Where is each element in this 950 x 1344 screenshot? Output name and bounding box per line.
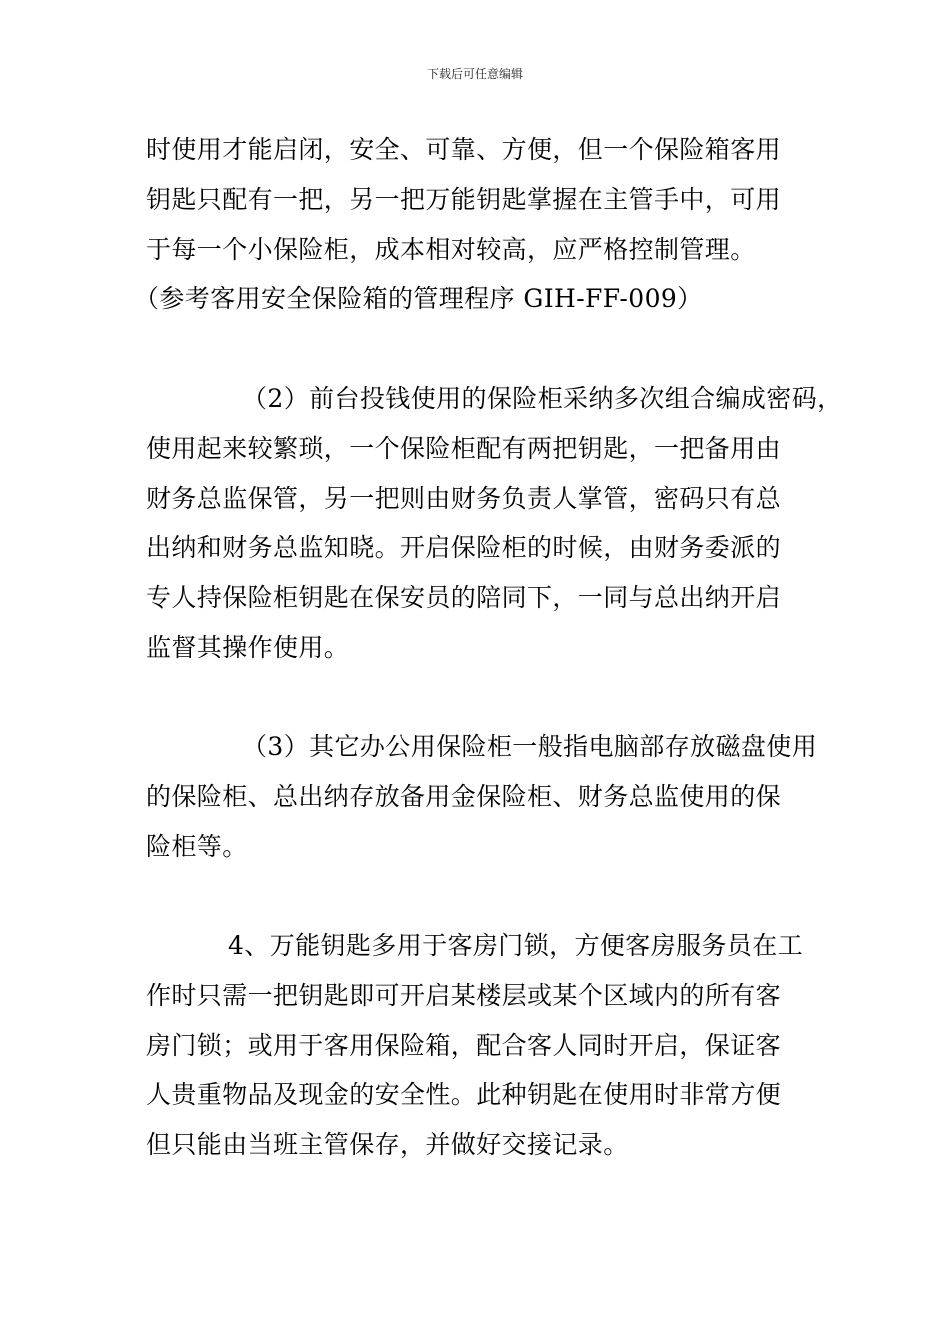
paragraph-line: 险柜等。 [146,831,248,861]
paragraph-line: 但只能由当班主管保存，并做好交接记录。 [146,1130,629,1160]
paragraph-line: 财务总监保管，另一把则由财务负责人掌管，密码只有总 [146,483,782,513]
paragraph-line: 钥匙只配有一把，另一把万能钥匙掌握在主管手中，可用 [146,184,782,214]
paragraph-line: 于每一个小保险柜，成本相对较高，应严格控制管理。 [146,234,756,264]
paragraph-line: 人贵重物品及现金的安全性。此种钥匙在使用时非常方便 [146,1080,782,1110]
paragraph-line: 4、万能钥匙多用于客房门锁，方便客房服务员在工 [228,931,804,960]
paragraph-4 [146,921,826,1170]
paragraph-line: 时使用才能启闭，安全、可靠、方便，但一个保险箱客用 [146,135,782,164]
page-header: 下载后可任意编辑 [426,67,523,81]
paragraph-line: 作时只需一把钥匙即可开启某楼层或某个区域内的所有客 [146,980,782,1010]
paragraph-line: 房门锁；或用于客用保险箱，配合客人同时开启，保证客 [146,1030,782,1060]
paragraph-3 [146,722,826,871]
paragraph-line: 专人持保险柜钥匙在保安员的陪同下，一同与总出纳开启 [146,583,782,613]
paragraph-1 [134,125,826,324]
paragraph-line: （参考客用安全保险箱的管理程序 GIH-FF-009） [134,284,703,314]
paragraph-line: 使用起来较繁琐，一个保险柜配有两把钥匙，一把备用由 [146,433,782,463]
paragraph-line: 监督其操作使用。 [146,632,350,662]
paragraph-line: 出纳和财务总监知晓。开启保险柜的时候，由财务委派的 [146,533,782,563]
paragraph-line: （3）其它办公用保险柜一般指电脑部存放磁盘使用 [242,732,818,761]
paragraph-2 [146,374,843,673]
paragraph-line: 的保险柜、总出纳存放备用金保险柜、财务总监使用的保 [146,781,782,811]
paragraph-line: （2）前台投钱使用的保险柜采纳多次组合编成密码， [242,384,843,413]
